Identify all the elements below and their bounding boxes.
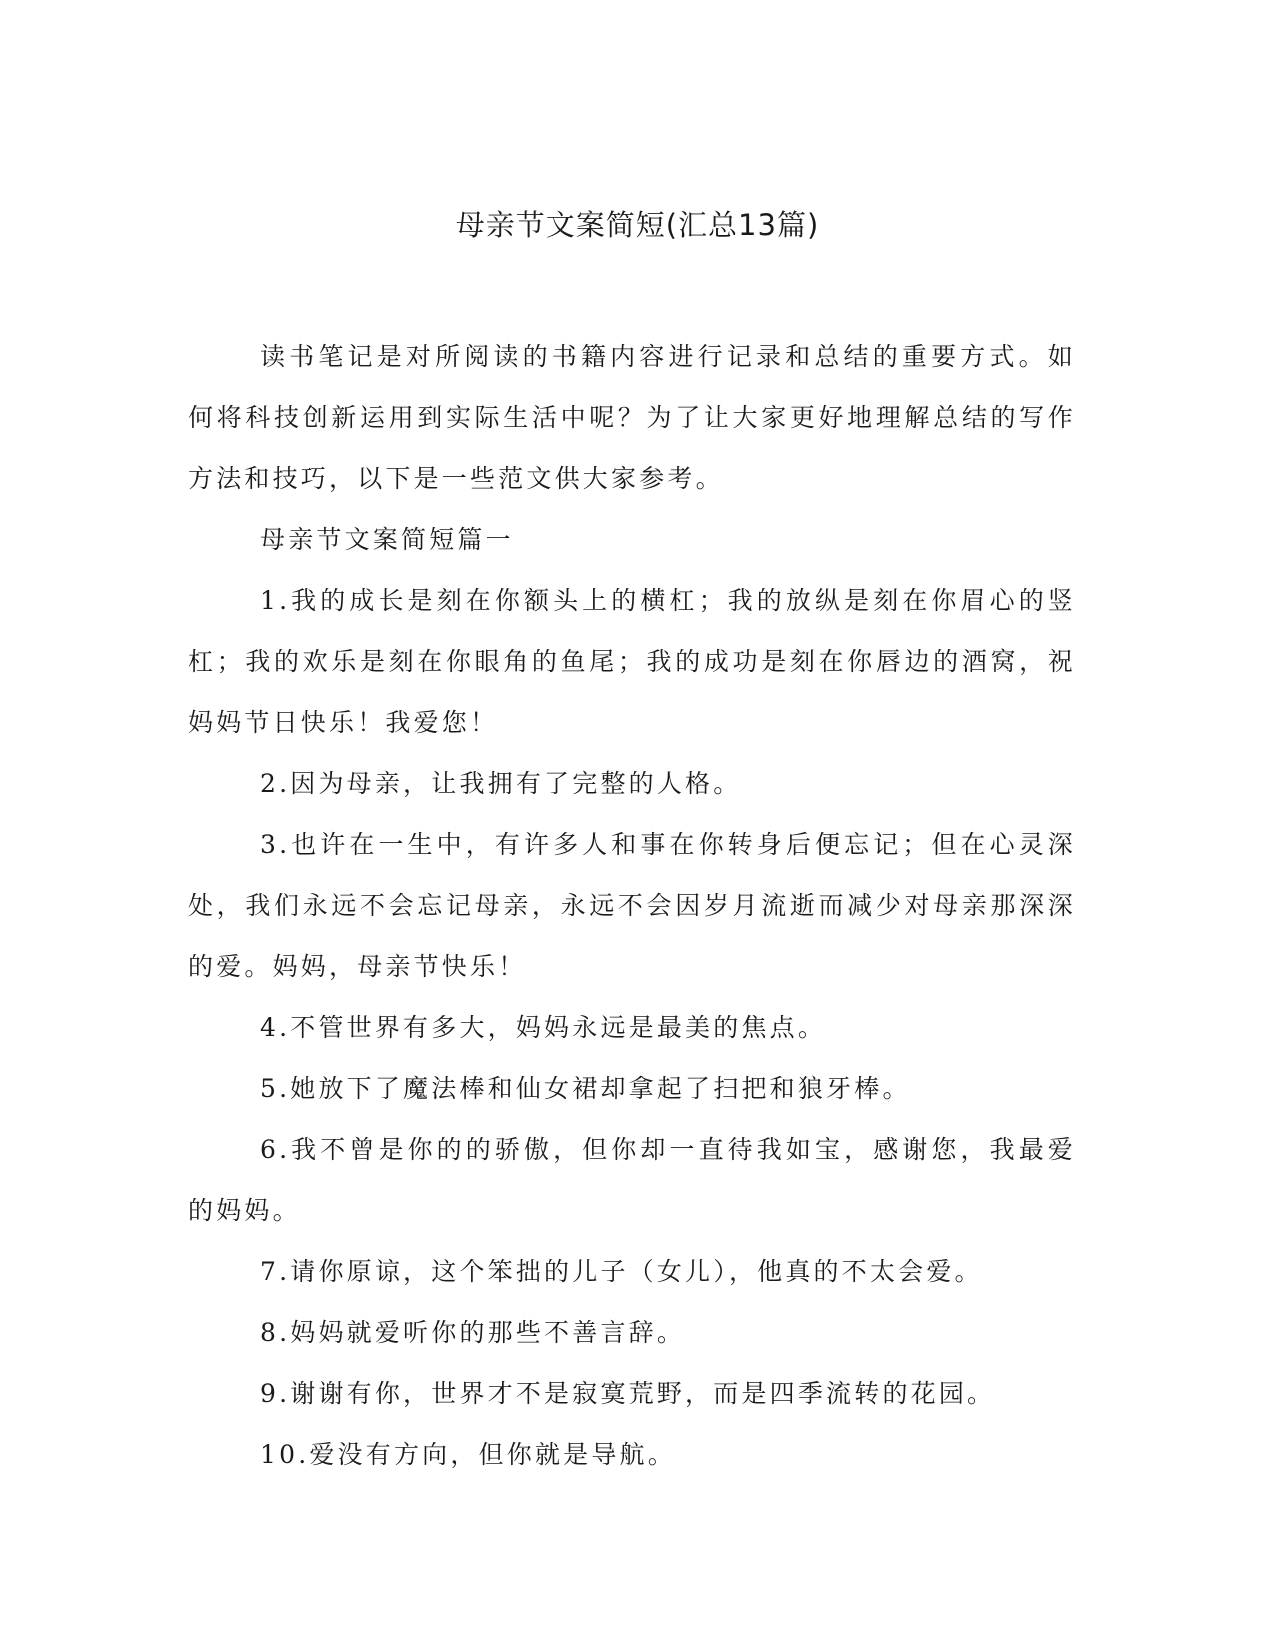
- list-item: 8.妈妈就爱听你的那些不善言辞。: [260, 1318, 686, 1347]
- list-item: 2.因为母亲，让我拥有了完整的人格。: [260, 769, 742, 798]
- list-item: 5.她放下了魔法棒和仙女裙却拿起了扫把和狼牙棒。: [260, 1074, 911, 1103]
- list-item: 1.我的成长是刻在你额头上的横杠；我的放纵是刻在你眉心的竖杠；我的欢乐是刻在你眼角的鱼尾；我的成功是刻在你唇边的酒窝，祝妈妈节日快乐！我爱您！: [188, 586, 1076, 737]
- section-heading: 母亲节文案简短篇一: [260, 525, 514, 554]
- list-item: 4.不管世界有多大，妈妈永远是最美的焦点。: [260, 1013, 827, 1042]
- list-item: 7.请你原谅，这个笨拙的儿子（女儿），他真的不太会爱。: [260, 1257, 983, 1286]
- list-item: 3.也许在一生中，有许多人和事在你转身后便忘记；但在心灵深处，我们永远不会忘记母亲，永远不会因岁月流逝而减少对母亲那深深的爱。妈妈，母亲节快乐！: [188, 830, 1076, 981]
- list-item: 10.爱没有方向，但你就是导航。: [260, 1440, 676, 1469]
- intro-paragraph: 读书笔记是对所阅读的书籍内容进行记录和总结的重要方式。如何将科技创新运用到实际生活中呢？为了让大家更好地理解总结的写作方法和技巧，以下是一些范文供大家参考。: [188, 342, 1076, 493]
- document-title: 母亲节文案简短(汇总13篇): [455, 208, 820, 242]
- list-item: 9.谢谢有你，世界才不是寂寞荒野，而是四季流转的花园。: [260, 1379, 996, 1408]
- list-item: 6.我不曾是你的的骄傲，但你却一直待我如宝，感谢您，我最爱的妈妈。: [188, 1135, 1076, 1225]
- document-body: [188, 326, 1076, 1485]
